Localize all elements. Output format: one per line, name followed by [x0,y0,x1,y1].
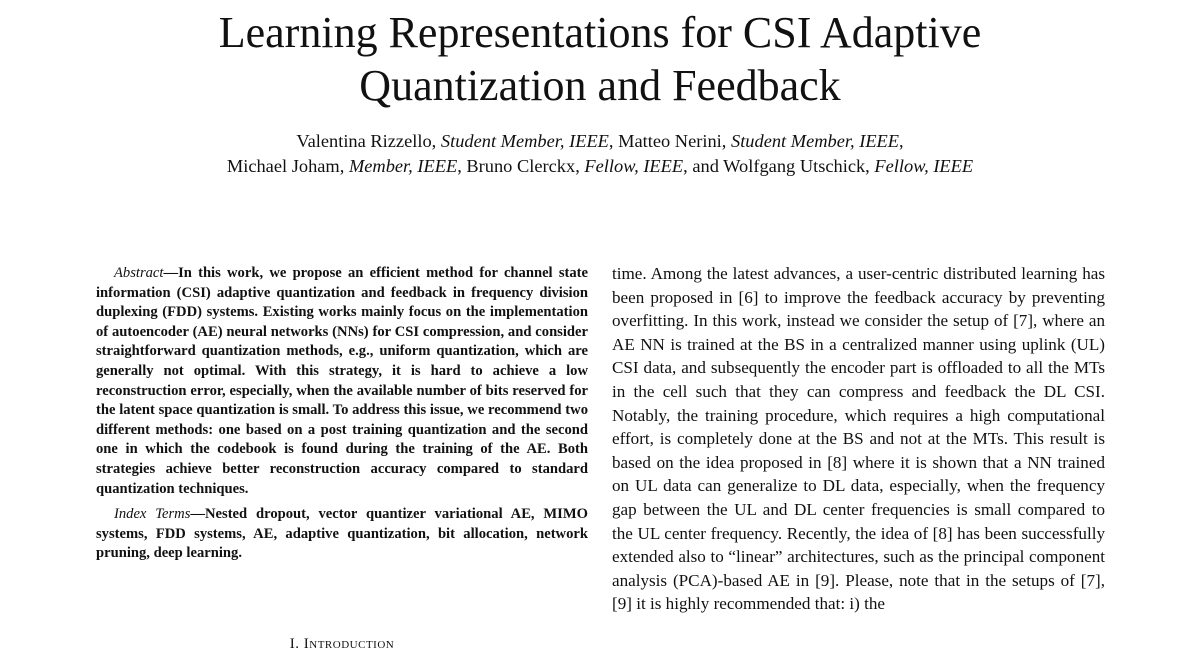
title-line-1: Learning Representations for CSI Adaptive [218,8,982,57]
index-terms-text: —Nested dropout, vector quantizer variational AE, MIMO systems, FDD systems, AE, adaptive quantization, bit allocation, network pruning, deep learning. [96,506,588,562]
author-list [40,129,1160,179]
body-paragraph: time. Among the latest advances, a user-centric distributed learning has been proposed in [6] to improve the feedback accuracy by preventing overfitting. In this work, instead we consider the setup of [7], where an AE NN is trained at the BS in a centralized manner using uplink (UL) CSI data, and subsequently the encoder part is offloaded to all the MTs in the cell such that they can compress and feedback the DL CSI. Notably, the training procedure, which requires a high computational effort, is completely done at the BS and not at the MTs. This result is based on the idea proposed in [8] where it is shown that a NN trained on UL data can generalize to DL data, especially, when the frequency gap between the UL and DL center frequencies is small compared to the UL center frequency. Recently, the idea of [8] has been successfully extended also to “linear” architectures, such as the principal component analysis (PCA)-based AE in [9]. Please, note that in the setups of [7], [9] it is highly recommended that: i) the [612,264,1105,614]
author-name: , Matteo Nerini, [608,131,727,151]
author-name: Michael Joham, [226,156,345,176]
title-line-2: Quantization and Feedback [359,61,841,110]
author-membership: Student Member, IEEE [440,131,609,151]
index-terms-label: Index Terms [114,506,191,523]
abstract-paragraph [96,264,588,499]
author-name: , Bruno Clerckx, [457,156,580,176]
author-name: Valentina Rizzello, [296,131,437,151]
author-membership: Fellow, IEEE [874,156,974,176]
author-membership: Member, IEEE [348,156,458,176]
author-membership: Student Member, IEEE [731,131,900,151]
author-line-2 [40,154,1160,179]
author-separator: , [899,131,904,151]
section-heading-introduction: I. Introduction [289,636,395,652]
abstract-block [96,264,588,564]
author-name: , and Wolfgang Utschick, [683,156,870,176]
index-terms-paragraph [96,505,588,564]
author-line-1 [40,129,1160,154]
abstract-label: Abstract [114,265,164,281]
author-membership: Fellow, IEEE [584,156,684,176]
paper-title [100,6,1100,112]
right-column-body [612,262,1105,616]
abstract-text: —In this work, we propose an efficient method for channel state information (CSI) adaptive quantization and feedback in frequency division duplexing (FDD) systems. Existing works mainly focus on the implementation of autoencoder (AE) neural networks (NNs) for CSI compression, and consider straightforward quantization methods, e.g., uniform quantization, which are generally not optimal. With this strategy, it is hard to achieve a low reconstruction error, especially, when the available number of bits reserved for the latent space quantization is small. To address this issue, we recommend two different methods: one based on a post training quantization and the second one in which the codebook is found during the training of the AE. Both strategies achieve better reconstruction accuracy compared to standard quantization techniques. [96,265,588,497]
